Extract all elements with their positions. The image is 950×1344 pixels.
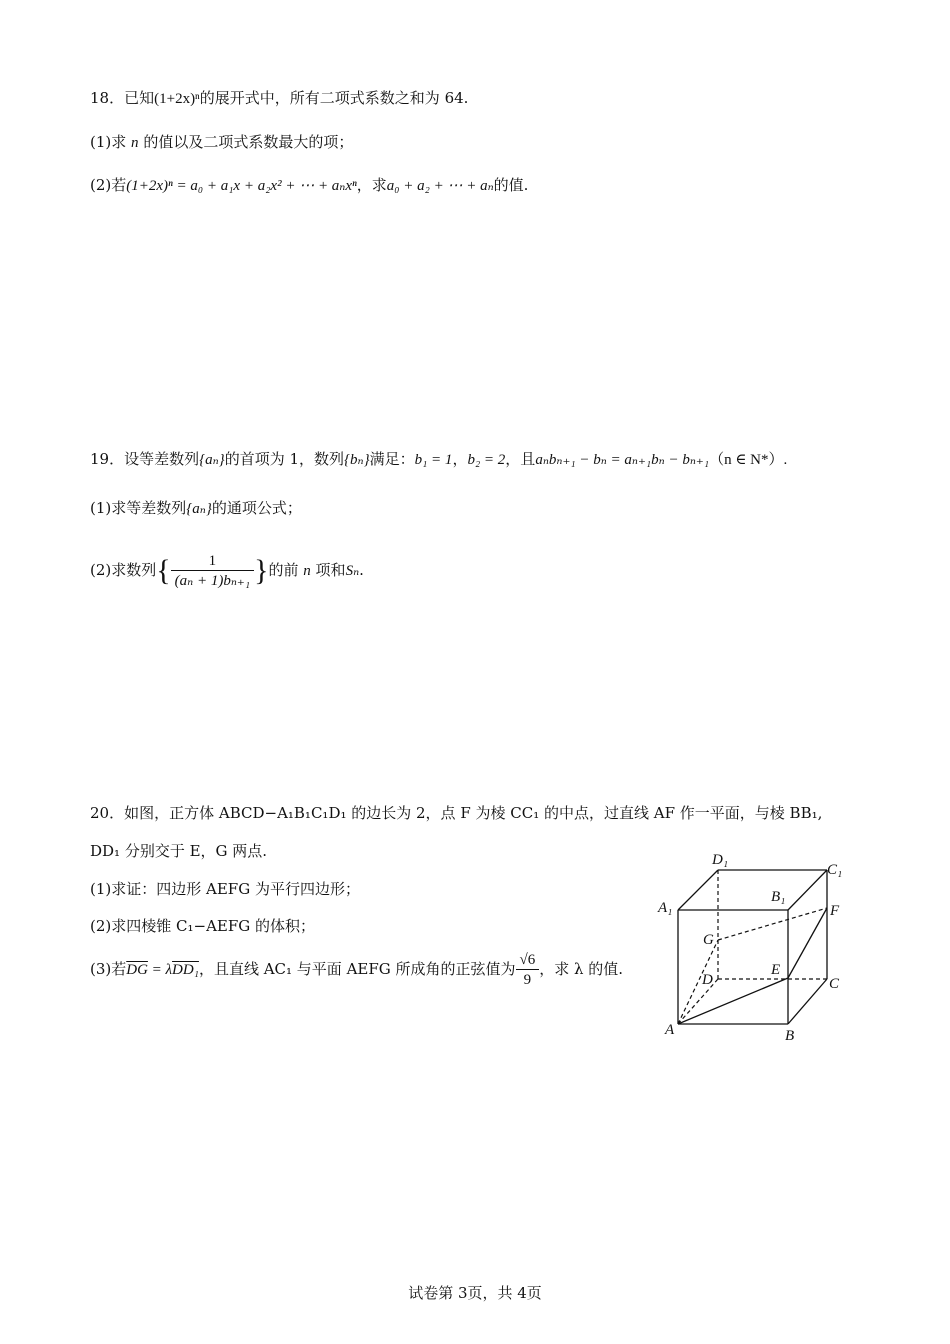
segment-AE	[678, 978, 788, 1024]
label-A1: A₁	[658, 900, 673, 916]
q19-stem: 19．设等差数列{aₙ}的首项为 1，数列{bₙ}满足：b₁ = 1，b₂ = 2，且aₙbₙ₊₁ − bₙ = aₙ₊₁bₙ − bₙ₊₁（n ∈ N*）.	[90, 450, 788, 468]
q20-sine-fraction: $\frac{√6}{9}$	[516, 951, 540, 990]
q18-stem: 18．已知(1+2x)ⁿ的展开式中，所有二项式系数之和为 64.	[90, 89, 469, 107]
q18-part1: (1)求 n 的值以及二项式系数最大的项；	[90, 133, 354, 151]
label-D: D	[702, 972, 713, 988]
q20-part3: (3)若$\overline{DG} = \lambda DD_1$，且直线 AC₁ 与平面 AEFG 所成角的正弦值为 $\frac{√6}{9}$ ，求 λ 的值.	[90, 951, 624, 988]
page-footer: 试卷第 3页，共 4页	[408, 1284, 542, 1302]
q20-part2: (2)求四棱锥 C₁−AEFG 的体积；	[90, 917, 316, 935]
edge-A1D1	[678, 870, 718, 910]
label-D1: D₁	[712, 852, 729, 868]
q19-fraction: $\frac{1}{\text{(aₙ + 1)bₙ₊₁}}$	[171, 552, 254, 591]
hidden-segment-GF	[718, 908, 827, 940]
label-A: A	[665, 1022, 675, 1038]
edge-B1C1	[788, 870, 827, 910]
label-G: G	[703, 932, 714, 948]
edge-BC	[788, 979, 827, 1024]
q18-expansion: (1+2x)ⁿ = a₀ + a₁x + a₂x² + ⋯ + aₙxⁿ	[126, 178, 357, 194]
label-F: F	[830, 903, 840, 919]
cube-figure	[650, 850, 860, 1040]
q18-part2: (2)若(1+2x)ⁿ = a₀ + a₁x + a₂x² + ⋯ + aₙxⁿ，求a₀ + a₂ + ⋯ + aₙ的值.	[90, 176, 529, 194]
segment-EF	[788, 908, 827, 978]
q20-stem-line2: DD₁ 分别交于 E，G 两点.	[90, 842, 268, 860]
q19-part1: (1)求等差数列{aₙ}的通项公式；	[90, 499, 302, 517]
q18-stem-expression: (1+2x)ⁿ	[154, 91, 200, 107]
label-E: E	[771, 962, 781, 978]
q20-part1: (1)求证：四边形 AEFG 为平行四边形；	[90, 880, 360, 898]
label-B1: B₁	[771, 889, 786, 905]
q20-stem-line1: 20．如图，正方体 ABCD−A₁B₁C₁D₁ 的边长为 2，点 F 为棱 CC₁ 的中点，过直线 AF 作一平面，与棱 BB₁,	[90, 804, 823, 822]
label-C: C	[829, 976, 840, 992]
q19-part2: (2)求数列{ $\frac{1}{\text{(aₙ + 1)bₙ₊₁}}$ }的前 n 项和Sₙ.	[90, 552, 364, 589]
q18-even-sum: a₀ + a₂ + ⋯ + aₙ	[386, 178, 494, 194]
label-C1: C₁	[827, 862, 843, 878]
label-B: B	[785, 1028, 795, 1040]
